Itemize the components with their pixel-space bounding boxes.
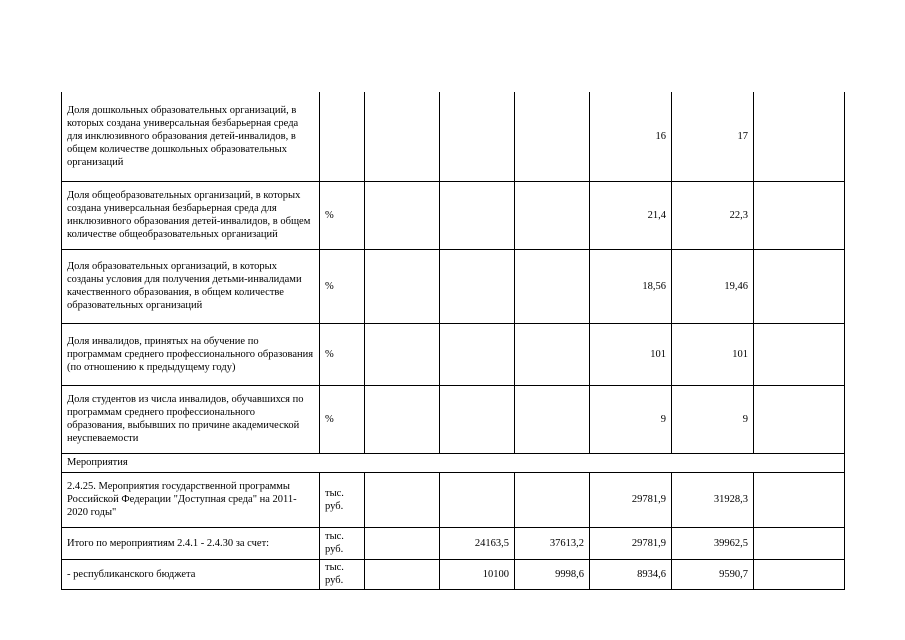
value-cell — [754, 249, 845, 323]
value-cell — [515, 385, 590, 453]
value-cell: 101 — [672, 323, 754, 385]
table-row — [62, 472, 845, 527]
value-cell: 29781,9 — [590, 527, 672, 559]
measure-name: 2.4.25. Мероприятия государственной программы Российской Федерации "Доступная среда" на 2011-2020 годы" — [62, 472, 320, 527]
value-cell: 9998,6 — [515, 559, 590, 589]
value-cell: 9 — [672, 385, 754, 453]
value-cell — [754, 181, 845, 249]
unit-cell: тыс. руб. — [320, 559, 365, 589]
value-cell — [754, 323, 845, 385]
value-cell — [365, 527, 440, 559]
value-cell: 37613,2 — [515, 527, 590, 559]
unit-cell: тыс. руб. — [320, 527, 365, 559]
value-cell — [754, 559, 845, 589]
value-cell: 19,46 — [672, 249, 754, 323]
indicator-name: Доля дошкольных образовательных организаций, в которых создана универсальная безбарьерная среда для инклюзивного образования детей-инвалидов, в общем количестве дошкольных образовательных организаций — [62, 92, 320, 181]
value-cell — [365, 181, 440, 249]
value-cell: 29781,9 — [590, 472, 672, 527]
value-cell: 8934,6 — [590, 559, 672, 589]
value-cell: 9 — [590, 385, 672, 453]
measure-name: Итого по мероприятиям 2.4.1 - 2.4.30 за счет: — [62, 527, 320, 559]
value-cell: 17 — [672, 92, 754, 181]
value-cell: 10100 — [440, 559, 515, 589]
section-label: Мероприятия — [62, 453, 845, 472]
value-cell — [365, 92, 440, 181]
value-cell — [365, 472, 440, 527]
table-row — [62, 249, 845, 323]
measure-name: - республиканского бюджета — [62, 559, 320, 589]
value-cell — [754, 92, 845, 181]
indicator-name: Доля общеобразовательных организаций, в которых создана универсальная безбарьерная среда для инклюзивного образования детей-инвалидов, в общем количестве общеобразовательных организаций — [62, 181, 320, 249]
value-cell — [365, 323, 440, 385]
value-cell — [754, 385, 845, 453]
value-cell — [754, 472, 845, 527]
value-cell — [365, 385, 440, 453]
unit-cell — [320, 92, 365, 181]
table-row — [62, 323, 845, 385]
value-cell: 9590,7 — [672, 559, 754, 589]
value-cell — [440, 472, 515, 527]
value-cell — [440, 385, 515, 453]
value-cell — [440, 249, 515, 323]
table-row — [62, 527, 845, 559]
value-cell: 18,56 — [590, 249, 672, 323]
unit-cell: % — [320, 181, 365, 249]
value-cell — [440, 323, 515, 385]
table-row — [62, 181, 845, 249]
value-cell: 31928,3 — [672, 472, 754, 527]
unit-cell: % — [320, 249, 365, 323]
value-cell — [440, 181, 515, 249]
indicators-table — [61, 92, 845, 590]
value-cell: 39962,5 — [672, 527, 754, 559]
unit-cell: тыс. руб. — [320, 472, 365, 527]
value-cell — [365, 249, 440, 323]
indicator-name: Доля инвалидов, принятых на обучение по программам среднего профессионального образования (по отношению к предыдущему году) — [62, 323, 320, 385]
value-cell — [440, 92, 515, 181]
value-cell: 16 — [590, 92, 672, 181]
table-row — [62, 92, 845, 181]
section-row — [62, 453, 845, 472]
value-cell — [515, 323, 590, 385]
value-cell — [515, 472, 590, 527]
unit-cell: % — [320, 323, 365, 385]
value-cell: 22,3 — [672, 181, 754, 249]
value-cell — [754, 527, 845, 559]
table-row — [62, 559, 845, 589]
value-cell: 101 — [590, 323, 672, 385]
value-cell — [515, 92, 590, 181]
indicator-name: Доля студентов из числа инвалидов, обучавшихся по программам среднего профессионального образования, выбывших по причине академической неуспеваемости — [62, 385, 320, 453]
value-cell — [515, 181, 590, 249]
value-cell — [515, 249, 590, 323]
value-cell: 21,4 — [590, 181, 672, 249]
unit-cell: % — [320, 385, 365, 453]
indicator-name: Доля образовательных организаций, в которых созданы условия для получения детьми-инвалидами качественного образования, в общем количестве образовательных организаций — [62, 249, 320, 323]
value-cell — [365, 559, 440, 589]
table-row — [62, 385, 845, 453]
value-cell: 24163,5 — [440, 527, 515, 559]
